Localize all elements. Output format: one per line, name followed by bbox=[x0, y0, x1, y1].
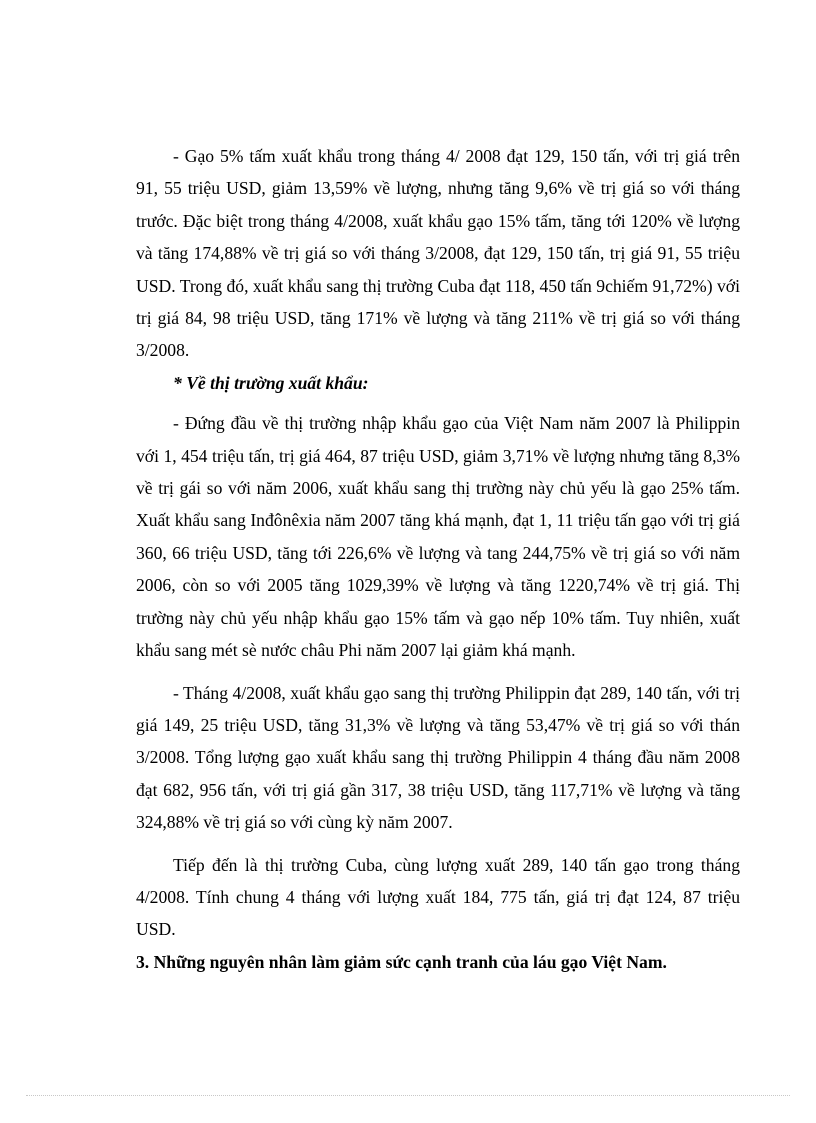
page-bottom-divider bbox=[26, 1095, 790, 1096]
paragraph-rice-5-percent-exports: - Gạo 5% tấm xuất khẩu trong tháng 4/ 2008 đạt 129, 150 tấn, với trị giá trên 91, 55 triệu USD, giảm 13,59% về lượng, nhưng tăng 9,6% về trị giá so với tháng trước. Đặc biệt trong tháng 4/2008, xuất khẩu gạo 15% tấm, tăng tới 120% về lượng và tăng 174,88% về trị giá so với tháng 3/2008, đạt 129, 150 tấn, trị giá 91, 55 triệu USD. Trong đó, xuất khẩu sang thị trường Cuba đạt 118, 450 tấn 9chiếm 91,72%) với trị giá 84, 98 triệu USD, tăng 171% về lượng và tăng 211% về trị giá so với tháng 3/2008. bbox=[136, 146, 740, 361]
paragraph-philippines-april-2008: - Tháng 4/2008, xuất khẩu gạo sang thị trường Philippin đạt 289, 140 tấn, với trị giá 149, 25 triệu USD, tăng 31,3% về lượng và tăng 53,47% về trị giá so với thán 3/2008. Tổng lượng gạo xuất khẩu sang thị trường Philippin 4 tháng đầu năm 2008 đạt 682, 956 tấn, với trị giá gần 317, 38 triệu USD, tăng 117,71% về lượng và tăng 324,88% về trị giá so với cùng kỳ năm 2007. bbox=[136, 682, 740, 833]
document-page bbox=[136, 140, 740, 978]
paragraph-cuba-market: Tiếp đến là thị trường Cuba, cùng lượng xuất 289, 140 tấn gạo trong tháng 4/2008. Tính chung 4 tháng với lượng xuất 184, 775 tấn, giá trị đạt 124, 87 triệu USD. bbox=[136, 854, 740, 940]
section-heading-export-markets: * Về thị trường xuất khẩu: bbox=[173, 372, 369, 393]
paragraph-philippines-indonesia: - Đứng đầu về thị trường nhập khẩu gạo của Việt Nam năm 2007 là Philippin với 1, 454 triệu tấn, trị giá 464, 87 triệu USD, giảm 3,71% về lượng nhưng tăng 8,3% về trị gái so với năm 2006, xuất khẩu sang thị trường này chủ yếu là gạo 25% tấm. Xuất khẩu sang Inđônêxia năm 2007 tăng khá mạnh, đạt 1, 11 triệu tấn gạo với trị giá 360, 66 triệu USD, tăng tới 226,6% về lượng và tang 244,75% về trị giá so với năm 2006, còn so với 2005 tăng 1029,39% về lượng và tăng 1220,74% về trị giá. Thị trường này chủ yếu nhập khẩu gạo 15% tấm và gạo nếp 10% tấm. Tuy nhiên, xuất khẩu sang mét sè nước châu Phi năm 2007 lại giảm khá mạnh. bbox=[136, 413, 740, 661]
chapter-heading-causes: 3. Những nguyên nhân làm giảm sức cạnh tranh của láu gạo Việt Nam. bbox=[136, 951, 667, 972]
